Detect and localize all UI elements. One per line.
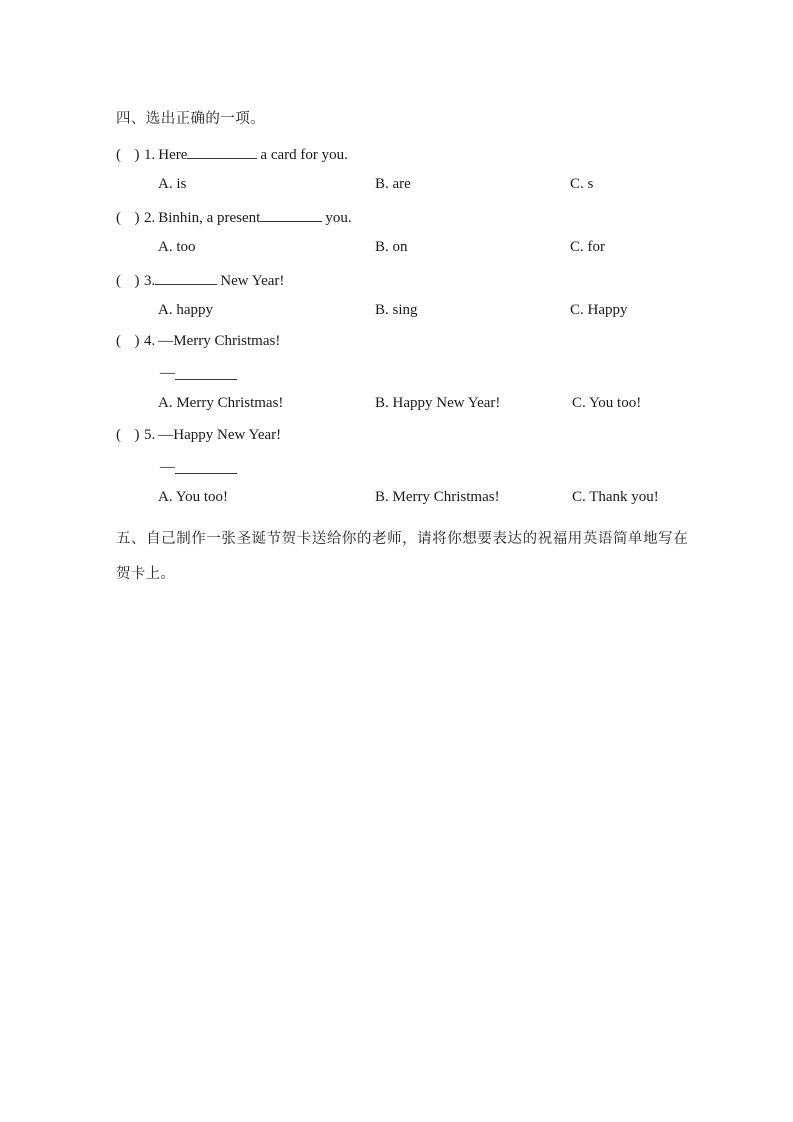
option-1-c[interactable]: C. s xyxy=(570,176,594,192)
answer-bracket-2[interactable] xyxy=(116,210,140,227)
question-1-suffix: a card for you. xyxy=(260,146,348,163)
paren-open: ( xyxy=(116,146,122,163)
question-4-stem xyxy=(116,333,280,350)
fill-blank-5[interactable] xyxy=(175,460,237,474)
option-4-b[interactable]: B. Happy New Year! xyxy=(375,395,501,411)
question-2-suffix: you. xyxy=(325,209,352,226)
paren-open: ( xyxy=(116,272,122,289)
fill-blank-4[interactable] xyxy=(175,366,237,380)
answer-bracket-5[interactable] xyxy=(116,427,140,444)
option-3-c[interactable]: C. Happy xyxy=(570,302,628,318)
question-3-suffix: New Year! xyxy=(220,272,285,289)
fill-blank-2[interactable] xyxy=(260,208,322,222)
question-number-2: 2. xyxy=(144,209,156,226)
option-5-a[interactable]: A. You too! xyxy=(158,489,229,505)
option-1-b[interactable]: B. are xyxy=(375,176,411,192)
question-number-3: 3. xyxy=(144,272,156,289)
question-4-prefix: —Merry Christmas! xyxy=(158,333,281,349)
option-2-c[interactable]: C. for xyxy=(570,239,605,255)
option-4-c[interactable]: C. You too! xyxy=(572,395,642,411)
question-5-response-line xyxy=(160,459,237,479)
question-number-1: 1. xyxy=(144,146,156,163)
option-5-c[interactable]: C. Thank you! xyxy=(572,489,659,505)
option-3-b[interactable]: B. sing xyxy=(375,302,418,318)
question-2-stem xyxy=(116,208,352,227)
question-1-stem xyxy=(116,145,348,164)
fill-blank-1[interactable] xyxy=(187,145,257,159)
question-2-prefix: Binhin, a present xyxy=(158,209,261,226)
paren-close: ) xyxy=(134,272,140,289)
option-1-a[interactable]: A. is xyxy=(158,176,187,192)
question-4-response-line xyxy=(160,365,237,385)
answer-bracket-4[interactable] xyxy=(116,333,140,350)
paren-close: ) xyxy=(134,146,140,163)
em-dash-4: — xyxy=(160,365,175,381)
question-3-stem xyxy=(116,271,284,290)
option-2-a[interactable]: A. too xyxy=(158,239,196,255)
em-dash-5: — xyxy=(160,459,175,475)
answer-bracket-3[interactable] xyxy=(116,273,140,290)
option-3-a[interactable]: A. happy xyxy=(158,302,213,318)
paren-close: ) xyxy=(134,209,140,226)
question-number-4: 4. xyxy=(144,333,156,349)
answer-bracket-1[interactable] xyxy=(116,147,140,164)
paren-close: ) xyxy=(134,427,140,443)
option-4-a[interactable]: A. Merry Christmas! xyxy=(158,395,284,411)
question-5-stem xyxy=(116,427,281,444)
paren-open: ( xyxy=(116,333,122,349)
paren-open: ( xyxy=(116,209,122,226)
fill-blank-3[interactable] xyxy=(155,271,217,285)
question-number-5: 5. xyxy=(144,427,156,443)
section-five-instruction: 五、自己制作一张圣诞节贺卡送给你的老师，请将你想要表达的祝福用英语简单地写在贺卡上。 xyxy=(116,531,688,582)
paren-open: ( xyxy=(116,427,122,443)
option-5-b[interactable]: B. Merry Christmas! xyxy=(375,489,500,505)
question-1-prefix: Here xyxy=(158,146,188,163)
paren-close: ) xyxy=(134,333,140,349)
option-2-b[interactable]: B. on xyxy=(375,239,408,255)
section-four-heading: 四、选出正确的一项。 xyxy=(116,111,265,127)
question-5-prefix: —Happy New Year! xyxy=(158,427,282,443)
